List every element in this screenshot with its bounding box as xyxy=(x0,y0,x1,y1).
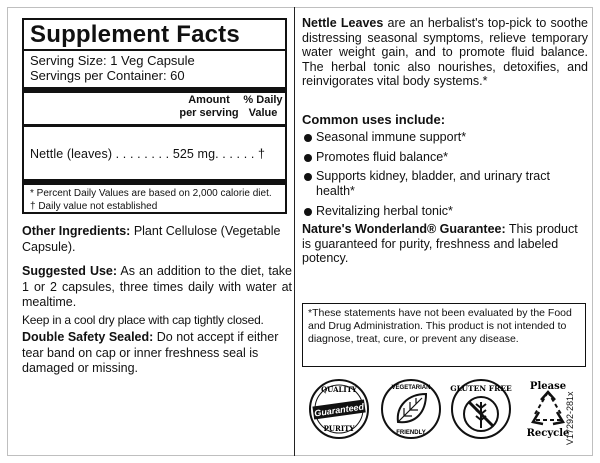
recycle-top-text: Please xyxy=(529,381,567,392)
guarantee-label: Nature's Wonderland® Guarantee: xyxy=(302,222,506,236)
gluten-free-icon xyxy=(450,378,512,440)
storage-instructions: Keep in a cool dry place with cap tightly closed. xyxy=(22,313,264,327)
serving-size: Serving Size: 1 Veg Capsule xyxy=(30,53,195,68)
rule xyxy=(24,49,285,51)
daily-value-footnote: * Percent Daily Values are based on 2,000 calorie diet. xyxy=(30,188,272,199)
vegetarian-top-text: VEGETARIAN xyxy=(391,385,431,391)
safety-sealed xyxy=(22,330,292,377)
ingredient-row: Nettle (leaves) . . . . . . . . 525 mg. . . . . . † xyxy=(30,147,266,161)
thick-rule xyxy=(24,87,285,93)
quality-seal-bottom-text: PURITY xyxy=(323,424,355,433)
amount-header xyxy=(169,94,249,120)
guarantee-text: This product is guaranteed for purity, freshness and labeled potency. xyxy=(302,222,578,265)
gluten-free-text: GLUTEN FREE xyxy=(450,384,512,393)
amount-header-line2: per serving xyxy=(179,107,239,119)
quality-seal-band-text: Guaranteed xyxy=(313,401,365,419)
daily-value-header-line1: % Daily xyxy=(243,94,283,106)
quality-seal-top-text: QUALITY xyxy=(321,385,357,394)
product-code: V17292-281x xyxy=(565,391,575,445)
other-ingredients-text: Plant Cellulose (Vegetable Capsule). xyxy=(22,224,281,254)
column-divider xyxy=(294,7,295,456)
servings-per-container: Servings per Container: 60 xyxy=(30,68,185,83)
fda-disclaimer: *These statements have not been evaluated by the Food and Drug Administration. This product is not intended to diagnose, treat, cure, or prevent any disease. xyxy=(302,303,586,367)
thick-rule xyxy=(24,179,285,185)
common-uses-heading: Common uses include: xyxy=(302,112,446,127)
vegetarian-bottom-text: FRIENDLY xyxy=(396,430,426,436)
supplement-facts-panel xyxy=(22,18,287,214)
guarantee xyxy=(302,222,588,266)
use-item: Supports kidney, bladder, and urinary tract health* xyxy=(304,169,586,198)
use-item: Revitalizing herbal tonic* xyxy=(304,204,586,219)
amount-header-line1: Amount xyxy=(188,94,230,106)
safety-sealed-text: Do not accept if either tear band on cap or inner freshness seal is damaged or missing. xyxy=(22,330,279,375)
daily-value-header-line2: Value xyxy=(248,107,278,119)
use-item: Seasonal immune support* xyxy=(304,130,586,145)
suggested-use-label: Suggested Use: xyxy=(22,264,118,278)
daily-value-header xyxy=(238,94,288,120)
use-item: Promotes fluid balance* xyxy=(304,150,586,165)
vegetarian-friendly-leaf-icon xyxy=(380,378,442,440)
recycle-bottom-text: Recycle xyxy=(526,428,570,439)
nettle-leaves-label: Nettle Leaves xyxy=(302,16,384,30)
suggested-use xyxy=(22,264,292,311)
other-ingredients xyxy=(22,224,292,255)
other-ingredients-label: Other Ingredients: xyxy=(22,224,131,238)
rule xyxy=(24,124,285,127)
nettle-description-text: are an herbalist's top-pick to soothe distressing seasonal symptoms, relieve temporary water weight gain, and to promote fluid balance. The herbal tonic also nourishes, detoxifies, and reinvigorates vital body systems.* xyxy=(302,16,588,88)
suggested-use-text: As an addition to the diet, take 1 or 2 capsules, three times daily with water at mealtime. xyxy=(22,264,292,309)
quality-guaranteed-seal-icon xyxy=(308,378,370,440)
supplement-facts-title: Supplement Facts xyxy=(30,21,240,48)
nettle-description xyxy=(302,16,588,89)
safety-sealed-label: Double Safety Sealed: xyxy=(22,330,154,344)
dagger-footnote: † Daily value not established xyxy=(30,201,158,212)
